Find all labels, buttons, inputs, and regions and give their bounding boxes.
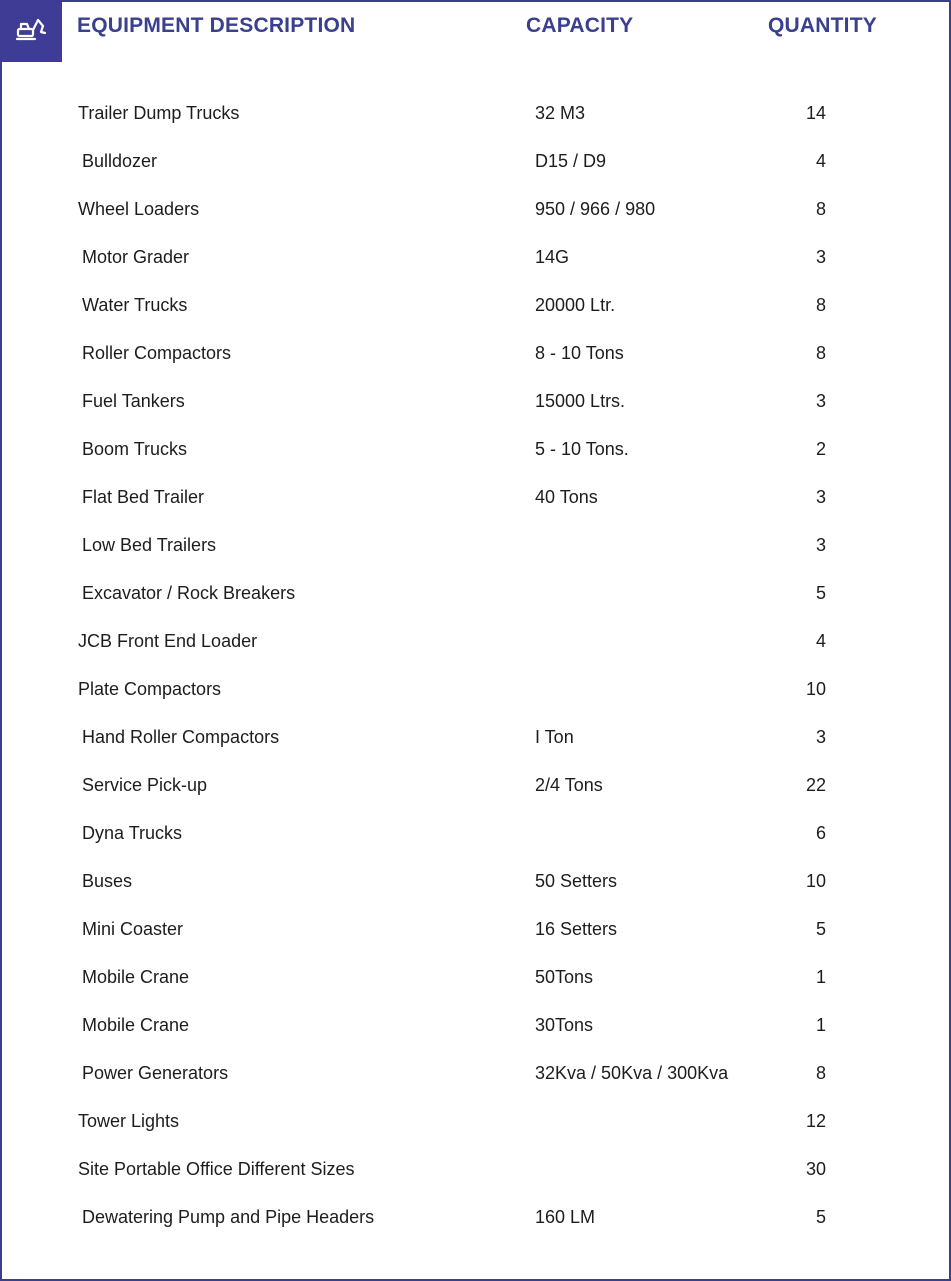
- row-capacity: 15000 Ltrs.: [535, 391, 626, 411]
- row-capacity: 2/4 Tons: [535, 775, 603, 795]
- row-quantity: 14: [805, 103, 826, 123]
- equipment-table: [0, 98, 951, 1250]
- row-capacity: 50Tons: [535, 967, 594, 987]
- table-row: [0, 866, 951, 914]
- row-capacity: 950 / 966 / 980: [535, 199, 656, 219]
- row-description: Plate Compactors: [78, 679, 222, 699]
- table-row: [0, 290, 951, 338]
- row-quantity: 5: [815, 1207, 826, 1227]
- row-capacity: I Ton: [535, 727, 574, 747]
- table-row: [0, 1154, 951, 1202]
- row-quantity: 4: [815, 631, 826, 651]
- row-description: Trailer Dump Trucks: [78, 103, 240, 123]
- row-description: Roller Compactors: [82, 343, 232, 363]
- table-row: [0, 1058, 951, 1106]
- table-row: [0, 242, 951, 290]
- table-row: [0, 146, 951, 194]
- row-capacity: 8 - 10 Tons: [535, 343, 624, 363]
- row-quantity: 30: [805, 1159, 826, 1179]
- row-quantity: 1: [815, 1015, 826, 1035]
- row-description: Site Portable Office Different Sizes: [78, 1159, 355, 1179]
- row-quantity: 10: [805, 871, 826, 891]
- table-row: [0, 338, 951, 386]
- row-description: Mini Coaster: [82, 919, 184, 939]
- row-description: Tower Lights: [78, 1111, 180, 1131]
- table-row: [0, 194, 951, 242]
- row-description: Buses: [82, 871, 133, 891]
- row-quantity: 22: [805, 775, 826, 795]
- table-row: [0, 386, 951, 434]
- row-description: Service Pick-up: [82, 775, 208, 795]
- table-row: [0, 914, 951, 962]
- row-description: JCB Front End Loader: [78, 631, 258, 651]
- row-description: Water Trucks: [82, 295, 188, 315]
- table-row: [0, 530, 951, 578]
- row-description: Wheel Loaders: [78, 199, 200, 219]
- table-row: [0, 1106, 951, 1154]
- row-quantity: 4: [815, 151, 826, 171]
- table-header: [0, 14, 951, 44]
- row-description: Boom Trucks: [82, 439, 188, 459]
- row-quantity: 3: [815, 247, 826, 267]
- row-description: Excavator / Rock Breakers: [82, 583, 296, 603]
- table-row: [0, 434, 951, 482]
- row-quantity: 3: [815, 487, 826, 507]
- table-row: [0, 674, 951, 722]
- row-capacity: 50 Setters: [535, 871, 618, 891]
- header-quantity: QUANTITY: [768, 14, 877, 37]
- row-quantity: 3: [815, 391, 826, 411]
- row-quantity: 8: [815, 1063, 826, 1083]
- row-description: Dewatering Pump and Pipe Headers: [82, 1207, 375, 1227]
- table-row: [0, 722, 951, 770]
- table-row: [0, 1202, 951, 1250]
- row-quantity: 12: [805, 1111, 826, 1131]
- row-quantity: 5: [815, 583, 826, 603]
- row-description: Flat Bed Trailer: [82, 487, 205, 507]
- row-description: Hand Roller Compactors: [82, 727, 280, 747]
- row-capacity: 32Kva / 50Kva / 300Kva: [535, 1063, 729, 1083]
- row-description: Mobile Crane: [82, 1015, 190, 1035]
- table-row: [0, 98, 951, 146]
- row-quantity: 8: [815, 295, 826, 315]
- row-description: Mobile Crane: [82, 967, 190, 987]
- row-description: Low Bed Trailers: [82, 535, 217, 555]
- row-capacity: 14G: [535, 247, 570, 267]
- row-quantity: 3: [815, 535, 826, 555]
- header-capacity: CAPACITY: [526, 14, 634, 37]
- row-description: Bulldozer: [82, 151, 158, 171]
- row-quantity: 3: [815, 727, 826, 747]
- row-capacity: D15 / D9: [535, 151, 607, 171]
- row-capacity: 30Tons: [535, 1015, 594, 1035]
- row-capacity: 16 Setters: [535, 919, 618, 939]
- row-description: Motor Grader: [82, 247, 190, 267]
- row-quantity: 8: [815, 343, 826, 363]
- row-quantity: 8: [815, 199, 826, 219]
- row-description: Fuel Tankers: [82, 391, 185, 411]
- row-quantity: 10: [805, 679, 826, 699]
- header-description: EQUIPMENT DESCRIPTION: [77, 14, 356, 37]
- row-quantity: 1: [815, 967, 826, 987]
- row-description: Power Generators: [82, 1063, 229, 1083]
- row-quantity: 6: [815, 823, 826, 843]
- row-capacity: 5 - 10 Tons.: [535, 439, 629, 459]
- row-capacity: 160 LM: [535, 1207, 596, 1227]
- table-row: [0, 1010, 951, 1058]
- row-capacity: 40 Tons: [535, 487, 598, 507]
- row-quantity: 5: [815, 919, 826, 939]
- table-row: [0, 578, 951, 626]
- table-row: [0, 770, 951, 818]
- table-row: [0, 626, 951, 674]
- row-capacity: 32 M3: [535, 103, 586, 123]
- row-quantity: 2: [815, 439, 826, 459]
- row-capacity: 20000 Ltr.: [535, 295, 616, 315]
- table-row: [0, 482, 951, 530]
- row-description: Dyna Trucks: [82, 823, 183, 843]
- table-row: [0, 818, 951, 866]
- table-row: [0, 962, 951, 1010]
